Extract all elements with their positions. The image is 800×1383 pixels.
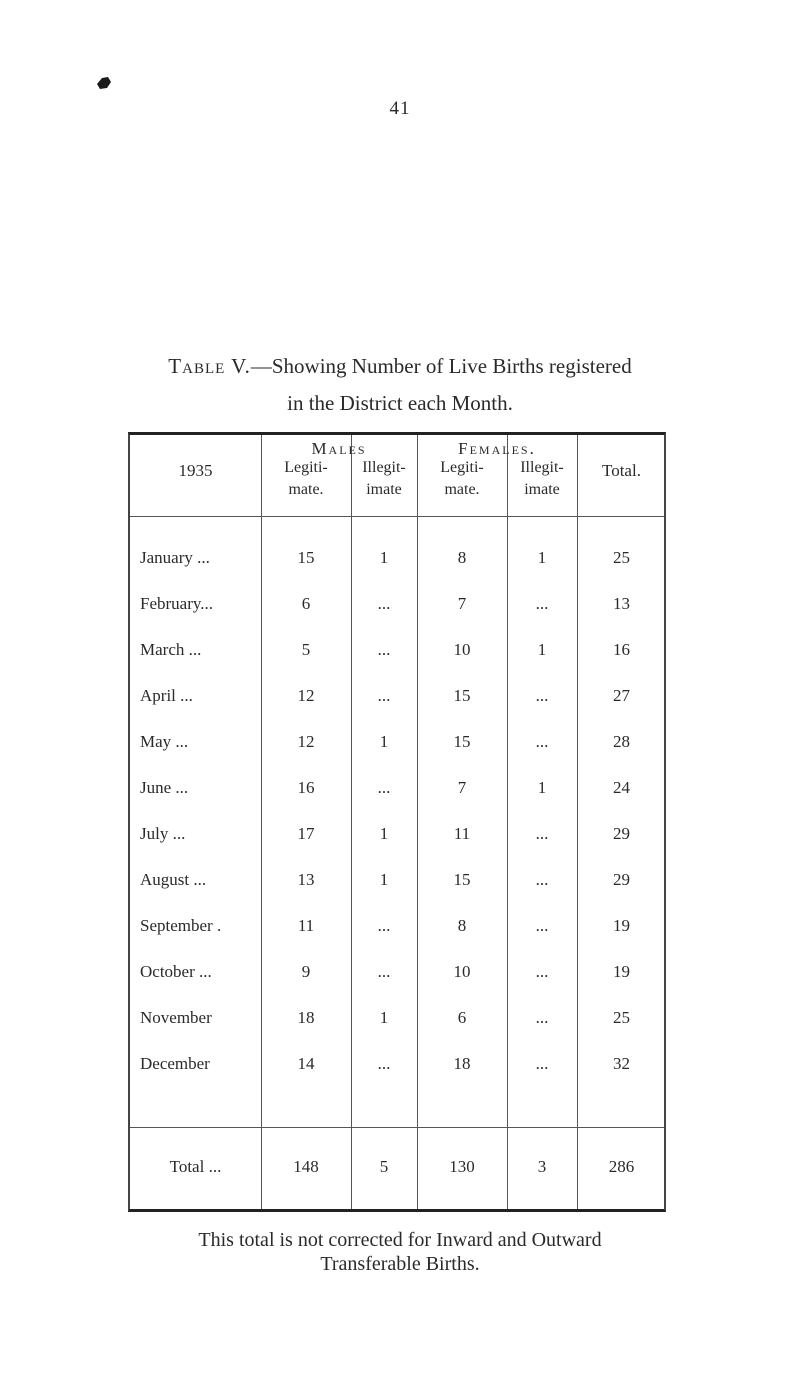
row-males-illegitimate: 1: [379, 870, 389, 889]
row-males-legitimate: 11: [297, 916, 315, 935]
table-row: [130, 860, 664, 902]
table-row: [130, 584, 664, 626]
row-total: 16: [613, 640, 630, 659]
row-females-illegitimate: ...: [535, 1008, 549, 1027]
row-total: 19: [613, 962, 630, 981]
row-males-legitimate: 12: [297, 686, 315, 705]
totals-males-illegitimate: 5: [379, 1157, 389, 1176]
row-females-legitimate: 8: [457, 548, 467, 567]
totals-females-legitimate: 130: [449, 1157, 475, 1176]
row-females-legitimate: 10: [453, 962, 471, 981]
table-row: [130, 768, 664, 810]
row-males-illegitimate: ...: [377, 778, 391, 797]
row-month-label: July ...: [140, 824, 186, 843]
row-month-label: December: [140, 1054, 210, 1073]
row-males-legitimate: 12: [297, 732, 315, 751]
totals-label: Total ...: [169, 1157, 222, 1176]
row-month-label: May ...: [140, 732, 189, 751]
table-row: [130, 998, 664, 1040]
row-total: 29: [613, 824, 630, 843]
table-row: [130, 538, 664, 580]
row-females-legitimate: 15: [453, 870, 471, 889]
row-males-legitimate: 18: [297, 1008, 315, 1027]
totals-males-legitimate: 148: [293, 1157, 319, 1176]
row-males-illegitimate: ...: [377, 640, 391, 659]
row-total: 28: [613, 732, 630, 751]
females-illegitimate-header: Illegit- imate: [520, 459, 564, 498]
row-total: 24: [613, 778, 630, 797]
row-males-legitimate: 15: [297, 548, 315, 567]
row-females-illegitimate: ...: [535, 870, 549, 889]
row-females-illegitimate: 1: [537, 640, 547, 659]
row-males-legitimate: 17: [297, 824, 315, 843]
females-group-header: Females.: [458, 439, 536, 458]
row-month-label: September .: [140, 916, 222, 935]
row-males-illegitimate: ...: [377, 916, 391, 935]
table-row: [130, 1044, 664, 1086]
row-females-illegitimate: 1: [537, 778, 547, 797]
row-females-legitimate: 8: [457, 916, 467, 935]
males-group-header: Males: [311, 439, 367, 458]
row-females-legitimate: 15: [453, 732, 471, 751]
table-row: [130, 814, 664, 856]
row-males-illegitimate: ...: [377, 1054, 391, 1073]
caption-line-1: [80, 348, 720, 385]
row-males-illegitimate: 1: [379, 732, 389, 751]
total-header: Total.: [602, 461, 641, 480]
row-females-illegitimate: ...: [535, 1054, 549, 1073]
caption-text: —Showing Number of Live Births registered: [250, 354, 632, 378]
row-total: 29: [613, 870, 630, 889]
row-females-legitimate: 7: [457, 594, 467, 613]
row-males-legitimate: 13: [297, 870, 315, 889]
table-row: [130, 676, 664, 718]
row-females-legitimate: 10: [453, 640, 471, 659]
totals-grand-total: 286: [608, 1157, 635, 1176]
row-females-legitimate: 7: [457, 778, 467, 797]
table-row: [130, 630, 664, 672]
row-males-legitimate: 16: [297, 778, 315, 797]
row-month-label: March ...: [140, 640, 202, 659]
caption-line-2: in the District each Month.: [287, 391, 513, 415]
births-table: [128, 432, 666, 1212]
table-row: [130, 952, 664, 994]
footnote-line-1: This total is not corrected for Inward and Outward: [198, 1229, 602, 1251]
row-females-legitimate: 15: [453, 686, 471, 705]
row-males-illegitimate: ...: [377, 962, 391, 981]
row-total: 13: [613, 594, 630, 613]
males-illegitimate-header: Illegit- imate: [362, 459, 406, 498]
row-month-label: August ...: [140, 870, 207, 889]
row-males-legitimate: 5: [301, 640, 311, 659]
row-females-illegitimate: ...: [535, 594, 549, 613]
row-females-legitimate: 11: [453, 824, 471, 843]
table-row: [130, 722, 664, 764]
row-month-label: October ...: [140, 962, 212, 981]
row-males-legitimate: 6: [301, 594, 311, 613]
row-females-illegitimate: ...: [535, 732, 549, 751]
row-females-legitimate: 6: [457, 1008, 467, 1027]
row-females-illegitimate: ...: [535, 824, 549, 843]
row-females-illegitimate: ...: [535, 686, 549, 705]
header-rule: [130, 516, 664, 517]
totals-females-illegitimate: 3: [537, 1157, 547, 1176]
row-males-illegitimate: 1: [379, 1008, 389, 1027]
row-total: 27: [613, 686, 630, 705]
row-month-label: February...: [140, 594, 214, 613]
row-month-label: April ...: [140, 686, 193, 705]
females-legitimate-header: Legiti- mate.: [440, 459, 484, 498]
row-males-illegitimate: ...: [377, 686, 391, 705]
row-month-label: June ...: [140, 778, 189, 797]
row-total: 32: [613, 1054, 630, 1073]
row-males-illegitimate: 1: [379, 824, 389, 843]
table-row: [130, 906, 664, 948]
row-total: 19: [613, 916, 630, 935]
footnote: [80, 1228, 720, 1276]
row-month-label: November: [140, 1008, 212, 1027]
row-females-illegitimate: ...: [535, 962, 549, 981]
row-males-legitimate: 14: [297, 1054, 315, 1073]
row-males-legitimate: 9: [301, 962, 311, 981]
table-caption: [80, 348, 720, 422]
year-header: 1935: [178, 461, 213, 480]
row-females-illegitimate: ...: [535, 916, 549, 935]
row-total: 25: [613, 1008, 630, 1027]
row-males-illegitimate: ...: [377, 594, 391, 613]
total-rule: [130, 1127, 664, 1128]
page-number: 41: [389, 98, 411, 119]
row-females-illegitimate: 1: [537, 548, 547, 567]
row-total: 25: [613, 548, 630, 567]
row-month-label: January ...: [140, 548, 210, 567]
row-males-illegitimate: 1: [379, 548, 389, 567]
row-females-legitimate: 18: [453, 1054, 471, 1073]
males-legitimate-header: Legiti- mate.: [284, 459, 328, 498]
ink-blot-mark: [96, 76, 112, 90]
footnote-line-2: Transferable Births.: [320, 1253, 480, 1275]
caption-label: Table V.: [168, 354, 251, 378]
